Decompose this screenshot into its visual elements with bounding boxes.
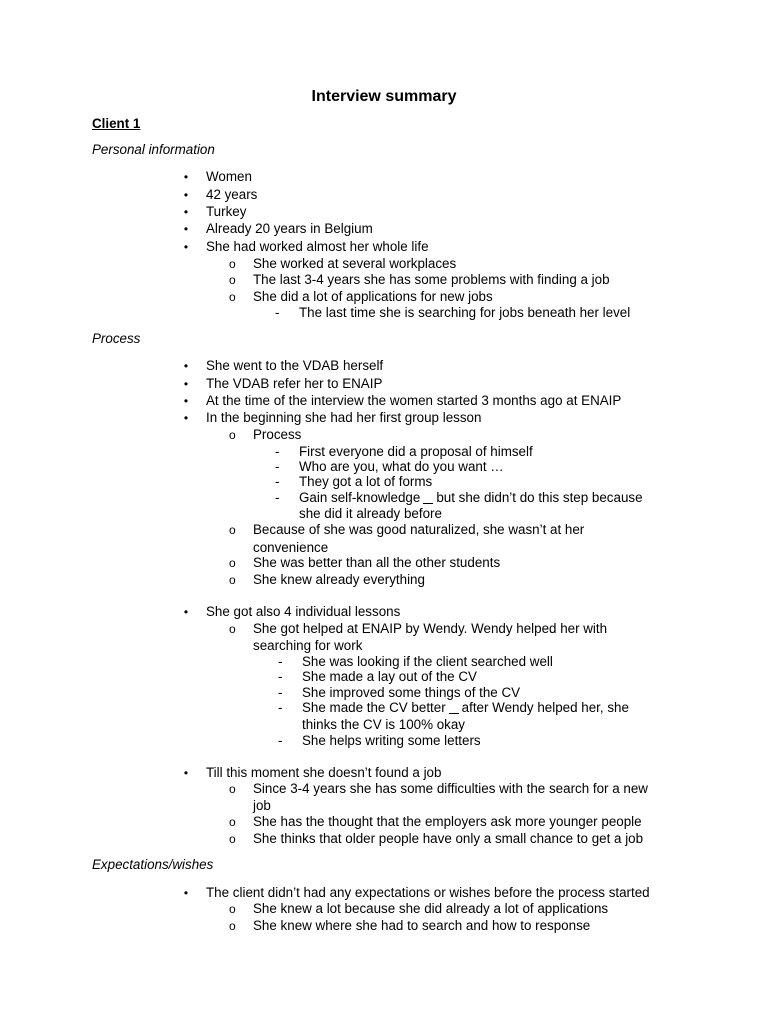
circle-bullet-icon: o <box>229 919 236 933</box>
sub-sub-list-item <box>302 700 629 716</box>
list-item: Women <box>206 169 252 184</box>
dash-bullet-icon: - <box>278 733 283 748</box>
bullet-icon: • <box>183 205 189 219</box>
circle-bullet-icon: o <box>229 782 236 796</box>
bullet-icon: • <box>183 359 189 373</box>
sub-list-item: She knew where she had to search and how to response <box>253 918 591 933</box>
sub-list-item: She got helped at ENAIP by Wendy. Wendy helped her with <box>253 621 608 636</box>
circle-bullet-icon: o <box>229 815 236 829</box>
list-item: She got also 4 individual lessons <box>206 604 401 619</box>
bullet-icon: • <box>183 222 189 236</box>
bullet-icon: • <box>183 188 189 202</box>
dash-bullet-icon: - <box>275 474 280 489</box>
list-item: She went to the VDAB herself <box>206 358 384 373</box>
sub-sub-list-item: The last time she is searching for jobs beneath her level <box>299 305 631 320</box>
list-item: Already 20 years in Belgium <box>206 221 373 236</box>
sub-list-item: She knew a lot because she did already a lot of applications <box>253 901 609 916</box>
circle-bullet-icon: o <box>229 622 236 636</box>
list-item: She had worked almost her whole life <box>206 239 429 254</box>
list-item: Till this moment she doesn’t found a job <box>206 765 442 780</box>
sub-sub-list-item: She improved some things of the CV <box>302 685 521 700</box>
sub-sub-list-item-text: She made the CV better <box>302 700 446 715</box>
list-item: Turkey <box>206 204 247 219</box>
dash-bullet-icon: - <box>275 444 280 459</box>
bullet-icon: • <box>183 886 189 900</box>
sub-list-item: The last 3-4 years she has some problems with finding a job <box>253 272 610 287</box>
bullet-icon: • <box>183 240 189 254</box>
sub-sub-list-item-continued: thinks the CV is 100% okay <box>302 717 466 732</box>
dash-bullet-icon: - <box>278 654 283 669</box>
dash-bullet-icon: - <box>275 490 280 505</box>
bullet-icon: • <box>183 411 189 425</box>
dash-bullet-icon: - <box>278 700 283 715</box>
sub-sub-list-item-text: Gain self-knowledge <box>299 490 421 505</box>
sub-list-item-continued: convenience <box>253 540 329 555</box>
circle-bullet-icon: o <box>229 573 236 587</box>
dash-bullet-icon: - <box>278 685 283 700</box>
sub-sub-list-item: They got a lot of forms <box>299 474 433 489</box>
sub-sub-list-item: Who are you, what do you want … <box>299 459 504 474</box>
dash-bullet-icon: - <box>278 669 283 684</box>
circle-bullet-icon: o <box>229 523 236 537</box>
list-item: 42 years <box>206 187 258 202</box>
sub-list-item: She did a lot of applications for new jobs <box>253 289 493 304</box>
sub-list-item-continued: job <box>253 798 271 813</box>
sub-list-item: Because of she was good naturalized, she wasn’t at her <box>253 522 585 537</box>
bullet-icon: • <box>183 377 189 391</box>
circle-bullet-icon: o <box>229 556 236 570</box>
sub-list-item: She knew already everything <box>253 572 425 587</box>
sub-list-item-continued: searching for work <box>253 638 363 653</box>
list-item: The client didn’t had any expectations or wishes before the process started <box>206 885 650 900</box>
circle-bullet-icon: o <box>229 832 236 846</box>
circle-bullet-icon: o <box>229 290 236 304</box>
circle-bullet-icon: o <box>229 273 236 287</box>
circle-bullet-icon: o <box>229 428 236 442</box>
sub-sub-list-item-text: after Wendy helped her, she <box>461 700 629 715</box>
circle-bullet-icon: o <box>229 257 236 271</box>
bullet-icon: • <box>183 170 189 184</box>
client-heading: Client 1 <box>92 116 141 131</box>
sub-sub-list-item: First everyone did a proposal of himself <box>299 444 533 459</box>
section-process: Process <box>92 331 141 346</box>
bullet-icon: • <box>183 394 189 408</box>
bullet-icon: • <box>183 605 189 619</box>
arrow-icon <box>423 497 433 504</box>
arrow-icon <box>449 707 459 714</box>
sub-sub-list-item: She made a lay out of the CV <box>302 669 477 684</box>
sub-sub-list-item-continued: she did it already before <box>299 506 442 521</box>
section-personal: Personal information <box>92 142 215 157</box>
sub-sub-list-item: She was looking if the client searched well <box>302 654 553 669</box>
section-expectations: Expectations/wishes <box>92 857 214 872</box>
circle-bullet-icon: o <box>229 902 236 916</box>
dash-bullet-icon: - <box>275 459 280 474</box>
sub-list-item: She thinks that older people have only a small chance to get a job <box>253 831 644 846</box>
sub-list-item: She was better than all the other students <box>253 555 501 570</box>
list-item: At the time of the interview the women started 3 months ago at ENAIP <box>206 393 622 408</box>
sub-sub-list-item <box>299 490 643 506</box>
sub-list-item: Process <box>253 427 302 442</box>
sub-list-item: She has the thought that the employers ask more younger people <box>253 814 642 829</box>
sub-list-item: She worked at several workplaces <box>253 256 457 271</box>
list-item: In the beginning she had her first group lesson <box>206 410 482 425</box>
page-title: Interview summary <box>311 88 457 105</box>
list-item: The VDAB refer her to ENAIP <box>206 376 383 391</box>
sub-sub-list-item: She helps writing some letters <box>302 733 481 748</box>
sub-list-item: Since 3-4 years she has some difficulties with the search for a new <box>253 781 648 796</box>
bullet-icon: • <box>183 766 189 780</box>
dash-bullet-icon: - <box>275 305 280 320</box>
sub-sub-list-item-text: but she didn’t do this step because <box>436 490 643 505</box>
